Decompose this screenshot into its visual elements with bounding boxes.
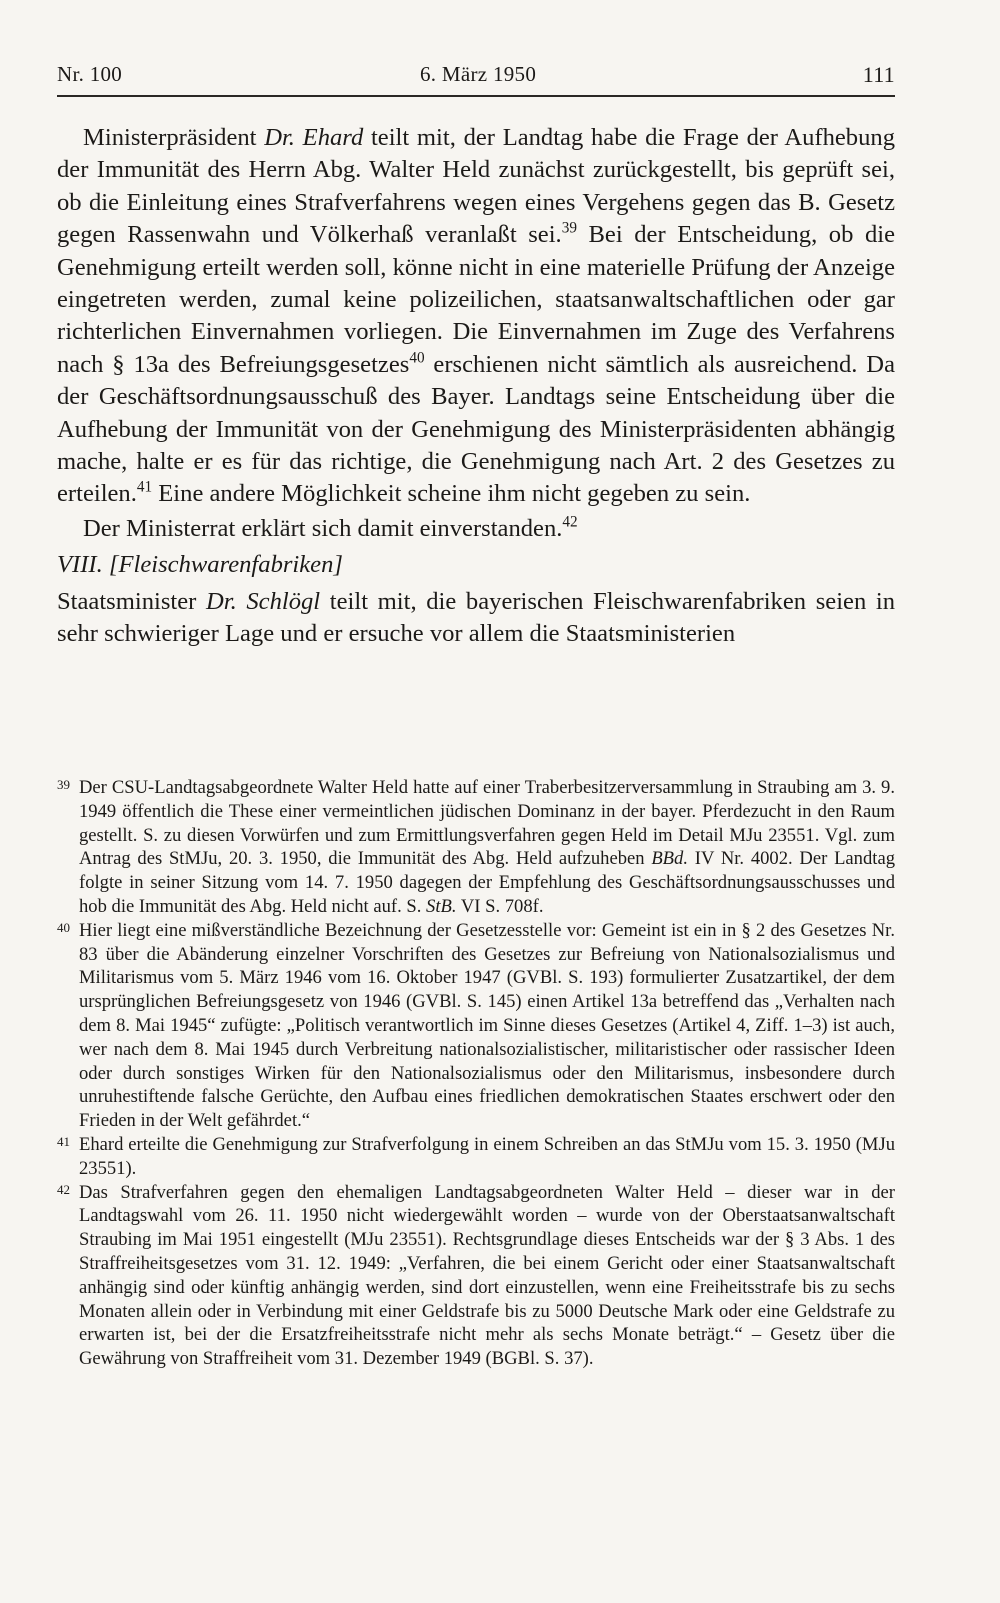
paragraph-resolution: Der Ministerrat erklärt sich damit einverstanden.$^{42}$: [83, 513, 578, 542]
footnotes: [57, 776, 895, 1371]
footnote-number: 40: [57, 919, 70, 935]
footnote-number: 41: [57, 1133, 70, 1149]
footnote-number: 39: [57, 777, 70, 792]
paragraph-ehard: Ministerpräsident Dr. Ehard teilt mit, der Landtag habe die Frage der Aufhebung der Immunität des Herrn Abg. Walter Held zunächst zurückgestellt, bis geprüft sei, ob die Einleitung eines Strafverfahrens wegen eines Vergehens gegen das B. Gesetz gegen Rassenwahn und Völkerhaß veranlaßt sei.$^{39}$ Bei der Entscheidung, ob die Genehmigung erteilt werden soll, könne nicht in eine materielle Prüfung der Anzeige eingetreten werden, zumal keine polizeilichen, staatsanwaltschaftlichen oder gar richterlichen Einvernahmen vorliegen. Die Einvernahmen im Zuge des Verfahrens nach § 13a des Befreiungsgesetzes$^{40}$ erschienen nicht sämtlich als ausreichend. Da der Geschäftsordnungsausschuß des Bayer. Landtags seine Entscheidung über die Aufhebung der Immunität von der Genehmigung des Ministerpräsidenten abhängig mache, halte er es für das richtige, die Genehmigung nach Art. 2 des Gesetzes zu erteilen.$^{41}$ Eine andere Möglichkeit scheine ihm nicht gegeben zu sein.: [57, 124, 895, 508]
header-date: 6. März 1950: [420, 62, 537, 86]
footnote-ref-39[interactable]: 39: [561, 219, 577, 237]
footnote-39: 39 Der CSU-Landtagsabgeordnete Walter Held hatte auf einer Traberbesitzerversammlung in Straubing am 3. 9. 1949 öffentlich die These einer vermeintlichen jüdischen Dominanz in der bayer. Pferdezucht in den Raum gestellt. S. zu diesen Vorwürfen und zum Ermittlungsverfahren gegen Held im Detail MJu 23551. Vgl. zum Antrag des StMJu, 20. 3. 1950, die Immunität des Abg. Held aufzuheben BBd. IV Nr. 4002. Der Landtag folgte in seiner Sitzung vom 14. 7. 1950 dagegen der Empfehlung des Geschäftsordnungsausschusses und hob die Immunität des Abg. Held nicht auf. S. StB. VI S. 708f.: [57, 776, 895, 919]
section-title: [Fleischwarenfabriken]: [108, 551, 343, 579]
footnote-40: 40 Hier liegt eine mißverständliche Bezeichnung der Gesetzesstelle vor: Gemeint ist ein in § 2 des Gesetzes Nr. 83 über die Abänderung einzelner Vorschriften des Gesetzes zur Befreiung von Nationalsozialismus und Militarismus vom 5. März 1946 vom 16. Oktober 1947 (GVBl. S. 193) formulierter Zusatzartikel, der dem ursprünglichen Befreiungsgesetz von 1946 (GVBl. S. 145) einen Artikel 13a betreffend das „Verhalten nach dem 8. Mai 1945“ zufügte: „Politisch verantwortlich im Sinne dieses Gesetzes (Artikel 4, Ziff. 1–3) ist auch, wer nach dem 8. Mai 1945 durch Verbreitung nationalsozialistischer, militaristischer oder rassischer Ideen oder durch sonstiges Wirken für den Nationalsozialismus oder den Militarismus, insbesondere durch unruhestiftende falsche Gerüchte, den Aufbau eines friedlichen demokratischen Staates erschwert oder den Frieden in der Welt gefährdet.“: [57, 919, 895, 1133]
protocol-number: Nr. 100: [57, 62, 123, 86]
running-header: [57, 62, 895, 92]
section-heading: [57, 549, 895, 581]
footnote-ref-40[interactable]: 40: [409, 349, 425, 367]
paragraph-schloegl: Staatsminister Dr. Schlögl teilt mit, die bayerischen Fleischwarenfabriken seien in sehr schwieriger Lage und er ersuche vor allem die Staatsministerien: [57, 587, 896, 648]
main-text: [57, 122, 895, 651]
footnote-41: 41 Ehard erteilte die Genehmigung zur Strafverfolgung in einem Schreiben an das StMJu vom 15. 3. 1950 (MJu 23551).: [57, 1133, 895, 1181]
section-number: VIII.: [57, 551, 103, 579]
page-number: 111: [862, 62, 895, 87]
footnote-42: 42 Das Strafverfahren gegen den ehemaligen Landtagsabgeordneten Walter Held – dieser war in der Landtagswahl vom 26. 11. 1950 nicht wiedergewählt worden – wurde von der Oberstaatsanwaltschaft Straubing im Mai 1951 eingestellt (MJu 23551). Rechtsgrundlage dieses Entscheids war der § 3 Abs. 1 des Straffreiheitsgesetzes vom 31. 12. 1949: „Verfahren, die bei einem Gericht oder einer Staatsanwaltschaft anhängig sind oder künftig anhängig werden, sind dort einzustellen, wenn eine Freiheitsstrafe bis zu sechs Monaten allein oder in Verbindung mit einer Geldstrafe bis zu 5000 Deutsche Mark oder eine Geldstrafe zu erwarten ist, bei der die Ersatzfreiheitsstrafe nicht mehr als sechs Monate beträgt.“ – Gesetz über die Gewährung von Straffreiheit vom 31. Dezember 1949 (BGBl. S. 37).: [57, 1181, 895, 1371]
footnote-ref-42[interactable]: 42: [562, 513, 578, 531]
footnote-number: 42: [57, 1181, 70, 1197]
footnote-ref-41[interactable]: 41: [136, 479, 153, 497]
header-rule: [57, 95, 895, 97]
person-name: Dr. Schlögl: [205, 587, 321, 615]
person-name: Dr. Ehard: [264, 124, 364, 151]
